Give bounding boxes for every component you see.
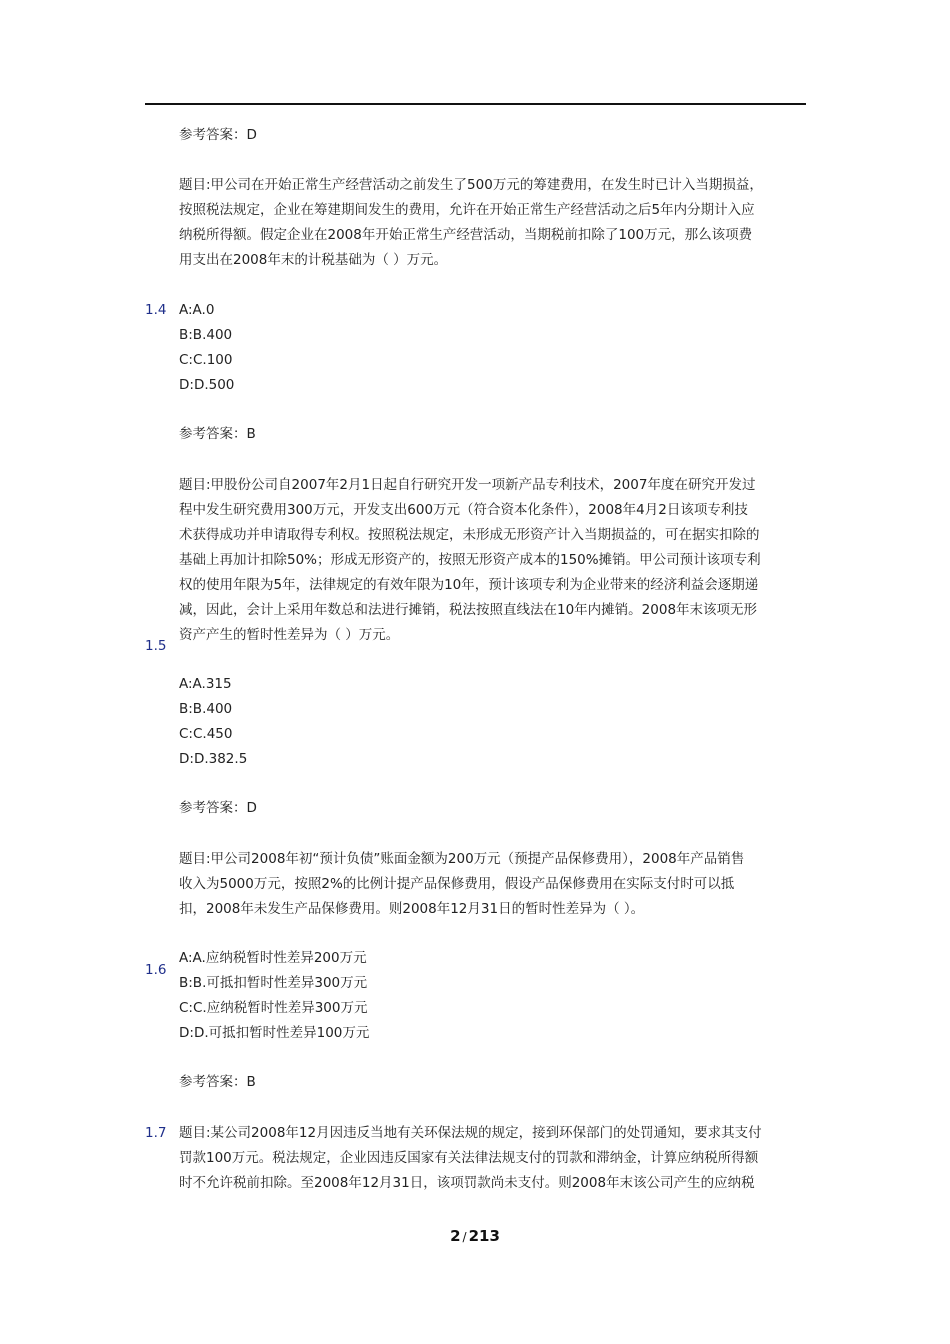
- question-1-7-line-3: 时不允许税前扣除。至2008年12月31日，该项罚款尚未支付。则2008年末该公司产生的应纳税: [179, 1175, 755, 1191]
- question-1-7-line-2: 罚款100万元。税法规定，企业因违反国家有关法律法规支付的罚款和滞纳金，计算应纳税所得额: [179, 1150, 759, 1166]
- question-1-5-line-6: 减，因此，会计上采用年数总和法进行摊销，税法按照直线法在10年内摊销。2008年末该项无形: [179, 602, 758, 618]
- question-1-4-line-4: 用支出在2008年末的计税基础为（ ）万元。: [179, 252, 448, 268]
- question-number-1-4: 1.4: [145, 302, 167, 318]
- option-1-6-b: B:B.可抵扣暂时性差异300万元: [179, 975, 368, 991]
- question-1-6-line-2: 收入为5000万元，按照2%的比例计提产品保修费用，假设产品保修费用在实际支付时可以抵: [179, 876, 735, 892]
- answer-1-6: 参考答案：B: [179, 1074, 256, 1090]
- option-1-6-d: D:D.可抵扣暂时性差异100万元: [179, 1025, 370, 1041]
- answer-1-4: 参考答案：B: [179, 426, 256, 442]
- question-number-1-5: 1.5: [145, 638, 167, 654]
- page-number: [0, 1224, 950, 1249]
- option-1-5-d: D:D.382.5: [179, 751, 248, 767]
- option-1-4-b: B:B.400: [179, 327, 233, 343]
- question-1-5-line-4: 基础上再加计扣除50%；形成无形资产的，按照无形资产成本的150%摊销。甲公司预计该项专利: [179, 552, 761, 568]
- question-1-5-line-5: 权的使用年限为5年，法律规定的有效年限为10年，预计该项专利为企业带来的经济利益会逐期递: [179, 577, 759, 593]
- option-1-4-c: C:C.100: [179, 352, 233, 368]
- question-number-1-7: 1.7: [145, 1125, 167, 1141]
- option-1-6-c: C:C.应纳税暂时性差异300万元: [179, 1000, 368, 1016]
- option-1-4-d: D:D.500: [179, 377, 235, 393]
- question-1-4-line-1: 题目:甲公司在开始正常生产经营活动之前发生了500万元的筹建费用，在发生时已计入当期损益，: [179, 177, 763, 193]
- answer-prev: 参考答案：D: [179, 127, 257, 143]
- question-1-6-line-3: 扣，2008年未发生产品保修费用。则2008年12月31日的暂时性差异为（ ）。: [179, 901, 645, 917]
- question-1-5-line-2: 程中发生研究费用300万元，开发支出600万元（符合资本化条件），2008年4月2日该项专利技: [179, 502, 748, 518]
- question-1-7-line-1: 题目:某公司2008年12月因违反当地有关环保法规的规定，接到环保部门的处罚通知，要求其支付: [179, 1125, 762, 1141]
- question-1-5-line-1: 题目:甲股份公司自2007年2月1日起自行研究开发一项新产品专利技术，2007年度在研究开发过: [179, 477, 756, 493]
- question-1-4-line-3: 纳税所得额。假定企业在2008年开始正常生产经营活动，当期税前扣除了100万元，那么该项费: [179, 227, 753, 243]
- page-current: 2: [450, 1227, 461, 1245]
- page-separator: /: [462, 1230, 467, 1244]
- option-1-6-a: A:A.应纳税暂时性差异200万元: [179, 950, 367, 966]
- option-1-5-a: A:A.315: [179, 676, 232, 692]
- answer-1-5: 参考答案：D: [179, 800, 257, 816]
- option-1-5-c: C:C.450: [179, 726, 233, 742]
- question-1-5-line-7: 资产产生的暂时性差异为（ ）万元。: [179, 627, 400, 643]
- option-1-5-b: B:B.400: [179, 701, 233, 717]
- question-1-4-line-2: 按照税法规定，企业在筹建期间发生的费用，允许在开始正常生产经营活动之后5年内分期计入应: [179, 202, 755, 218]
- page-total: 213: [468, 1227, 500, 1245]
- question-1-5-line-3: 术获得成功并申请取得专利权。按照税法规定，未形成无形资产计入当期损益的，可在据实扣除的: [179, 527, 760, 543]
- header-rule: [145, 103, 806, 105]
- question-number-1-6: 1.6: [145, 962, 167, 978]
- option-1-4-a: A:A.0: [179, 302, 215, 318]
- question-1-6-line-1: 题目:甲公司2008年初“预计负债”账面金额为200万元（预提产品保修费用），2008年产品销售: [179, 851, 745, 867]
